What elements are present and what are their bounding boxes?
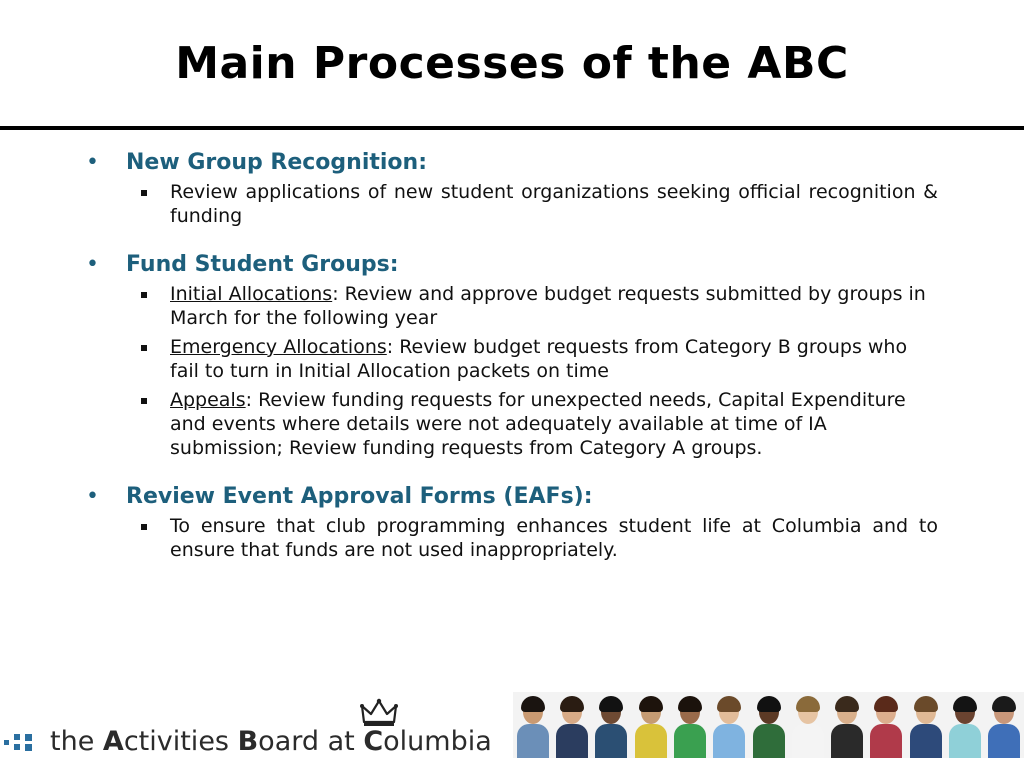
slide-title: Main Processes of the ABC — [175, 38, 849, 89]
student-photo — [906, 692, 945, 758]
sub-list — [136, 514, 938, 562]
sub-item-separator: : — [245, 389, 253, 411]
student-photo — [513, 692, 552, 758]
square-bullet-icon — [136, 180, 170, 204]
section-heading — [86, 484, 938, 510]
sub-item-term: Emergency Allocations — [170, 336, 387, 358]
section-title: Review Event Approval Forms (EAFs): — [126, 484, 593, 509]
logo-wordmark — [50, 726, 492, 757]
logo-the: the — [50, 726, 103, 757]
sub-item — [136, 335, 938, 383]
section-heading — [86, 252, 938, 278]
student-photo — [828, 692, 867, 758]
square-bullet-icon — [136, 388, 170, 412]
sub-item-text — [170, 282, 938, 330]
sub-item-text — [170, 180, 938, 228]
sub-item-term: Appeals — [170, 389, 246, 411]
crown-icon — [360, 698, 398, 728]
sub-item — [136, 282, 938, 330]
footer-banner — [0, 690, 1024, 768]
student-photo — [670, 692, 709, 758]
sub-item-separator: : — [386, 336, 394, 358]
sub-item — [136, 514, 938, 562]
student-photo — [945, 692, 984, 758]
slide-content — [86, 150, 938, 586]
sub-item-body: Review applications of new student organizations seeking official recognition & funding — [170, 181, 938, 227]
title-divider — [0, 126, 1024, 130]
logo-a: A — [102, 726, 124, 757]
student-photo — [749, 692, 788, 758]
section-heading — [86, 150, 938, 176]
section — [86, 150, 938, 228]
square-bullet-icon — [136, 514, 170, 538]
student-photo-strip — [513, 692, 1024, 758]
bullet-icon: • — [86, 252, 99, 277]
square-bullet-icon — [136, 335, 170, 359]
student-photo — [631, 692, 670, 758]
bullet-icon: • — [86, 484, 99, 509]
student-photo — [788, 692, 827, 758]
student-photo — [710, 692, 749, 758]
sub-item-body: Review and approve budget requests submitted by groups in March for the following year — [170, 283, 926, 329]
sub-list — [136, 180, 938, 228]
section — [86, 252, 938, 460]
sub-item-term: Initial Allocations — [170, 283, 333, 305]
sub-item — [136, 388, 938, 460]
sub-item-separator: : — [332, 283, 339, 305]
logo-ctivities: ctivities — [123, 726, 238, 757]
square-bullet-icon — [136, 282, 170, 306]
student-photo — [592, 692, 631, 758]
student-photo — [985, 692, 1024, 758]
section-title: Fund Student Groups: — [126, 252, 399, 277]
section-title: New Group Recognition: — [126, 150, 428, 175]
student-photo — [867, 692, 906, 758]
logo-b: B — [237, 726, 259, 757]
sub-item-body: To ensure that club programming enhances student life at Columbia and to ensure that funds are not used inappropriately. — [170, 515, 938, 561]
bullet-icon: • — [86, 150, 99, 175]
section — [86, 484, 938, 562]
logo-olumbia: olumbia — [383, 726, 492, 757]
sub-item-text — [170, 388, 938, 460]
sub-list — [136, 282, 938, 460]
student-photo — [552, 692, 591, 758]
logo-c: C — [363, 726, 384, 757]
sub-item — [136, 180, 938, 228]
sub-item-body: Review funding requests for unexpected needs, Capital Expenditure and events where details were not adequately available at time of IA submission; Review funding requests from Category A groups. — [170, 389, 906, 459]
sub-item-text — [170, 335, 938, 383]
sub-item-body: Review budget requests from Category B groups who fail to turn in Initial Allocation packets on time — [170, 336, 908, 382]
sub-item-text — [170, 514, 938, 562]
logo-oard: oard at — [258, 726, 364, 757]
